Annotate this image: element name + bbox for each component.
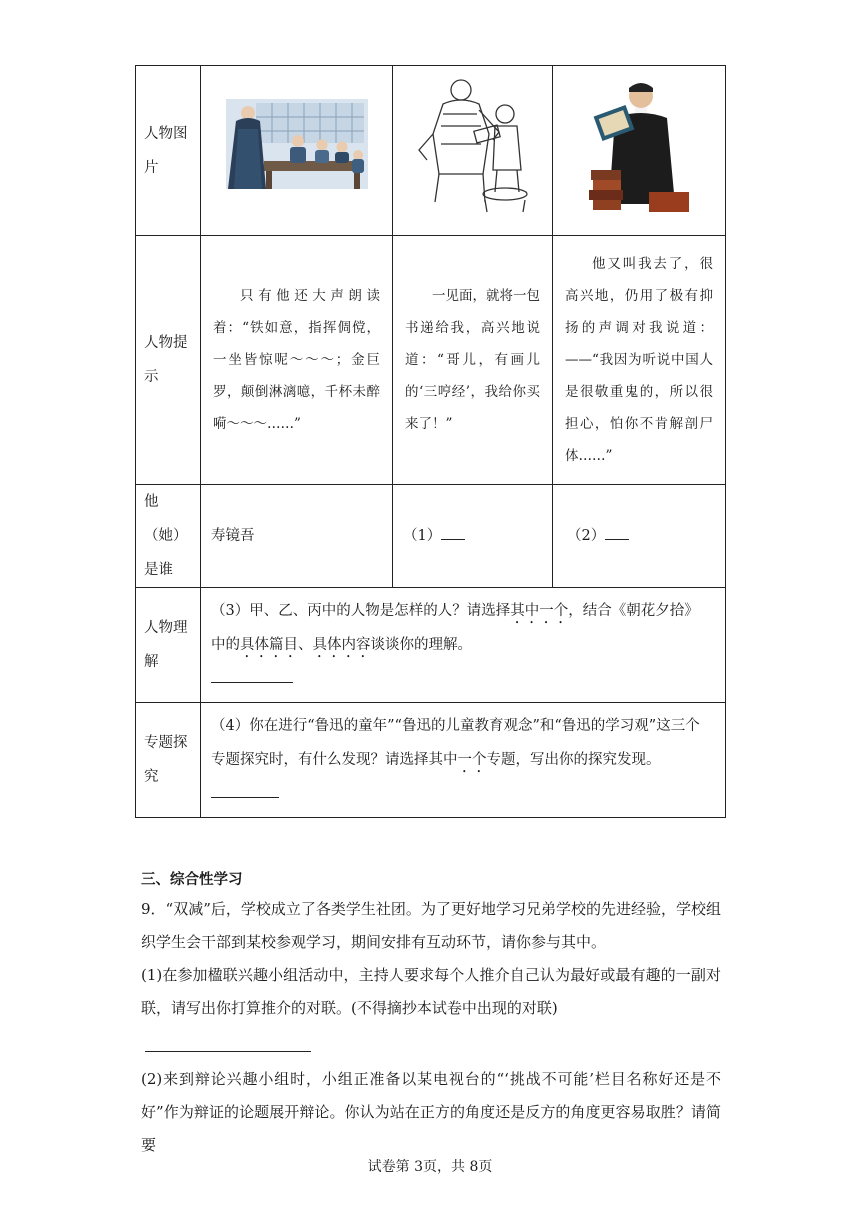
- who-answer-2-label: （1）: [403, 527, 442, 544]
- hint-quote-2: [393, 236, 553, 485]
- answer-line-9-1[interactable]: [145, 1051, 311, 1052]
- understand-emphasis-2: 具体篇目、具体内容: [240, 637, 371, 653]
- who-row: [136, 485, 726, 588]
- answer-blank-2[interactable]: [605, 523, 629, 540]
- teacher-classroom-image: [226, 99, 368, 189]
- understand-text-a: （3）甲、乙、丙中的人物是怎样的人？请选择: [211, 603, 511, 619]
- picture-row: [136, 66, 726, 236]
- character-table: [135, 65, 726, 818]
- professor-holding-book-illustration-icon: [553, 66, 726, 236]
- who-answer-1: 寿镜吾: [201, 485, 393, 588]
- row-label-picture: 人物图片: [136, 66, 201, 236]
- section-title: 三、综合性学习: [141, 872, 243, 888]
- answer-blank-4[interactable]: [211, 781, 279, 798]
- understand-text-b: ，结合《朝花夕拾》中的: [211, 603, 699, 653]
- explore-text-a: （4）你在进行“鲁迅的童年”“鲁迅的儿童教育观念”和“鲁迅的学习观”这三个专题探究时，有什么发现？请选择其中: [211, 718, 700, 768]
- hint-quote-1: [201, 236, 393, 485]
- servant-gives-book-illustration-icon: [393, 66, 553, 236]
- explore-question: [201, 703, 726, 818]
- teacher-classroom-illustration-icon: [201, 66, 393, 236]
- professor-holding-book-image: [589, 74, 689, 214]
- who-answer-3-cell: [553, 485, 726, 588]
- who-answer-3-label: （2）: [567, 527, 606, 544]
- understand-text-c: 谈谈你的理解。: [370, 637, 472, 653]
- explore-row: [136, 703, 726, 818]
- servant-gives-book-image: [413, 74, 533, 214]
- answer-blank-3[interactable]: [211, 666, 293, 683]
- hint-quote-2-text: 一见面，就将一包书递给我，高兴地说道：“哥儿，有画儿的‘三哼经’，我给你买来了！”: [405, 288, 540, 432]
- hint-quote-3: [553, 236, 726, 485]
- question-9-part-2: (2)来到辩论兴趣小组时，小组正准备以某电视台的“‘挑战不可能’栏目名称好还是不好”作为辩证的论题展开辩论。你认为站在正方的角度还是反方的角度更容易取胜？请简要: [141, 1070, 721, 1154]
- answer-blank-1[interactable]: [441, 523, 465, 540]
- hint-row: [136, 236, 726, 485]
- understand-row: [136, 588, 726, 703]
- understand-emphasis-1: 其中一个: [510, 603, 569, 619]
- row-label-explore: 专题探究: [136, 703, 201, 818]
- explore-text-b: 专题，写出你的探究发现。: [486, 752, 661, 768]
- row-label-who: 他（她）是谁: [136, 485, 201, 588]
- row-label-understand: 人物理解: [136, 588, 201, 703]
- who-answer-2-cell: [393, 485, 553, 588]
- hint-quote-3-text: 他又叫我去了，很高兴地，仍用了极有抑扬的声调对我说道：——“我因为听说中国人是很敬重鬼的，所以很担心，怕你不肯解剖尸体……”: [565, 256, 713, 464]
- explore-emphasis: 一个: [457, 752, 487, 768]
- question-9-part-1: (1)在参加楹联兴趣小组活动中，主持人要求每个人推介自己认为最好或最有趣的一副对联，请写出你打算推介的对联。(不得摘抄本试卷中出现的对联): [141, 966, 721, 1017]
- question-9-intro: 9．“双减”后，学校成立了各类学生社团。为了更好地学习兄弟学校的先进经验，学校组织学生会干部到某校参观学习，期间安排有互动环节，请你参与其中。: [141, 900, 721, 951]
- row-label-hint: 人物提示: [136, 236, 201, 485]
- page-footer: 试卷第 3页，共 8页: [367, 1159, 493, 1175]
- understand-question: [201, 588, 726, 703]
- hint-quote-1-text: 只有他还大声朗读着：“铁如意，指挥倜傥，一坐皆惊呢～～～；金巨罗，颠倒淋漓噫，千杯未醉嗬～～～……”: [213, 288, 380, 432]
